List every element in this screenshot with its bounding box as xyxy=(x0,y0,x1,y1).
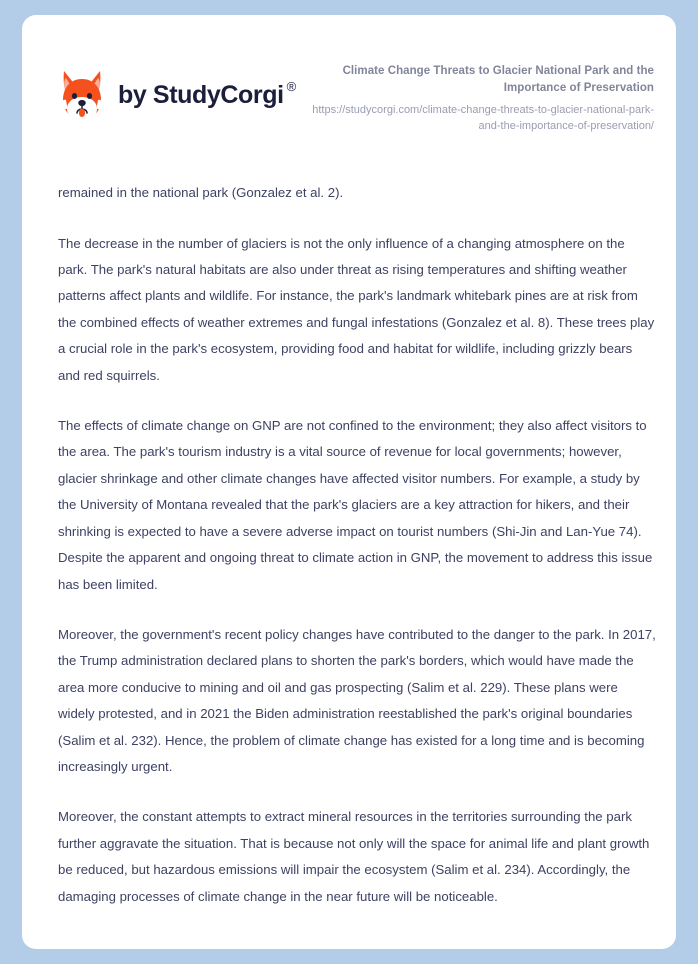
paragraph: Moreover, the constant attempts to extract mineral resources in the territories surrounding the park further aggravate the situation. That is because not only will the space for animal life and plant growth be reduced, but hazardous emissions will impair the ecosystem (Salim et al. 234). Accordingly, the damaging processes of climate change in the near future will be noticeable. xyxy=(58,809,650,904)
document-body xyxy=(22,135,676,910)
paragraph: The effects of climate change on GNP are not confined to the environment; they also affect visitors to the area. The park's tourism industry is a vital source of revenue for local governments; however, glacier shrinkage and other climate changes have affected visitor numbers. For example, a study by the University of Montana revealed that the park's glaciers are a key attraction for hikers, and their shrinking is expected to have a severe adverse impact on tourist numbers (Shi-Jin and Lan-Yue 74). Despite the apparent and ongoing threat to climate action in GNP, the movement to address this issue has been limited. xyxy=(58,418,653,592)
registered-trademark-icon: ® xyxy=(286,78,296,94)
document-header xyxy=(22,15,676,135)
document-title: Climate Change Threats to Glacier National Park and the Importance of Preservation xyxy=(342,65,654,94)
brand-name-text: by StudyCorgi xyxy=(118,80,284,109)
corgi-logo-icon xyxy=(59,69,105,121)
paragraph: The decrease in the number of glaciers is not the only influence of a changing atmosphere on the park. The park's natural habitats are also under threat as rising temperatures and shifting weather patterns affect plants and wildlife. For instance, the park's landmark whitebark pines are at risk from the combined effects of weather extremes and fungal infestations (Gonzalez et al. 8). These trees play a crucial role in the park's ecosystem, providing food and habitat for wildlife, including grizzly bears and red squirrels. xyxy=(58,235,655,383)
paragraph: Moreover, the government's recent policy changes have contributed to the danger to the park. In 2017, the Trump administration declared plans to shorten the park's borders, which would have made the area more conducive to mining and oil and gas prospecting (Salim et al. 229). These plans were widely protested, and in 2021 the Biden administration reestablished the park's original boundaries (Salim et al. 232). Hence, the problem of climate change has existed for a long time and is becoming increasingly urgent. xyxy=(58,626,656,774)
document-url[interactable]: https://studycorgi.com/climate-change-threats-to-glacier-national-park-and-the-importance-of-preservation/ xyxy=(312,104,654,133)
paragraph: remained in the national park (Gonzalez et al. 2). xyxy=(58,185,344,201)
brand-logo xyxy=(59,61,296,121)
document-paper xyxy=(22,15,676,949)
header-meta xyxy=(302,61,654,135)
brand-name xyxy=(118,78,296,109)
